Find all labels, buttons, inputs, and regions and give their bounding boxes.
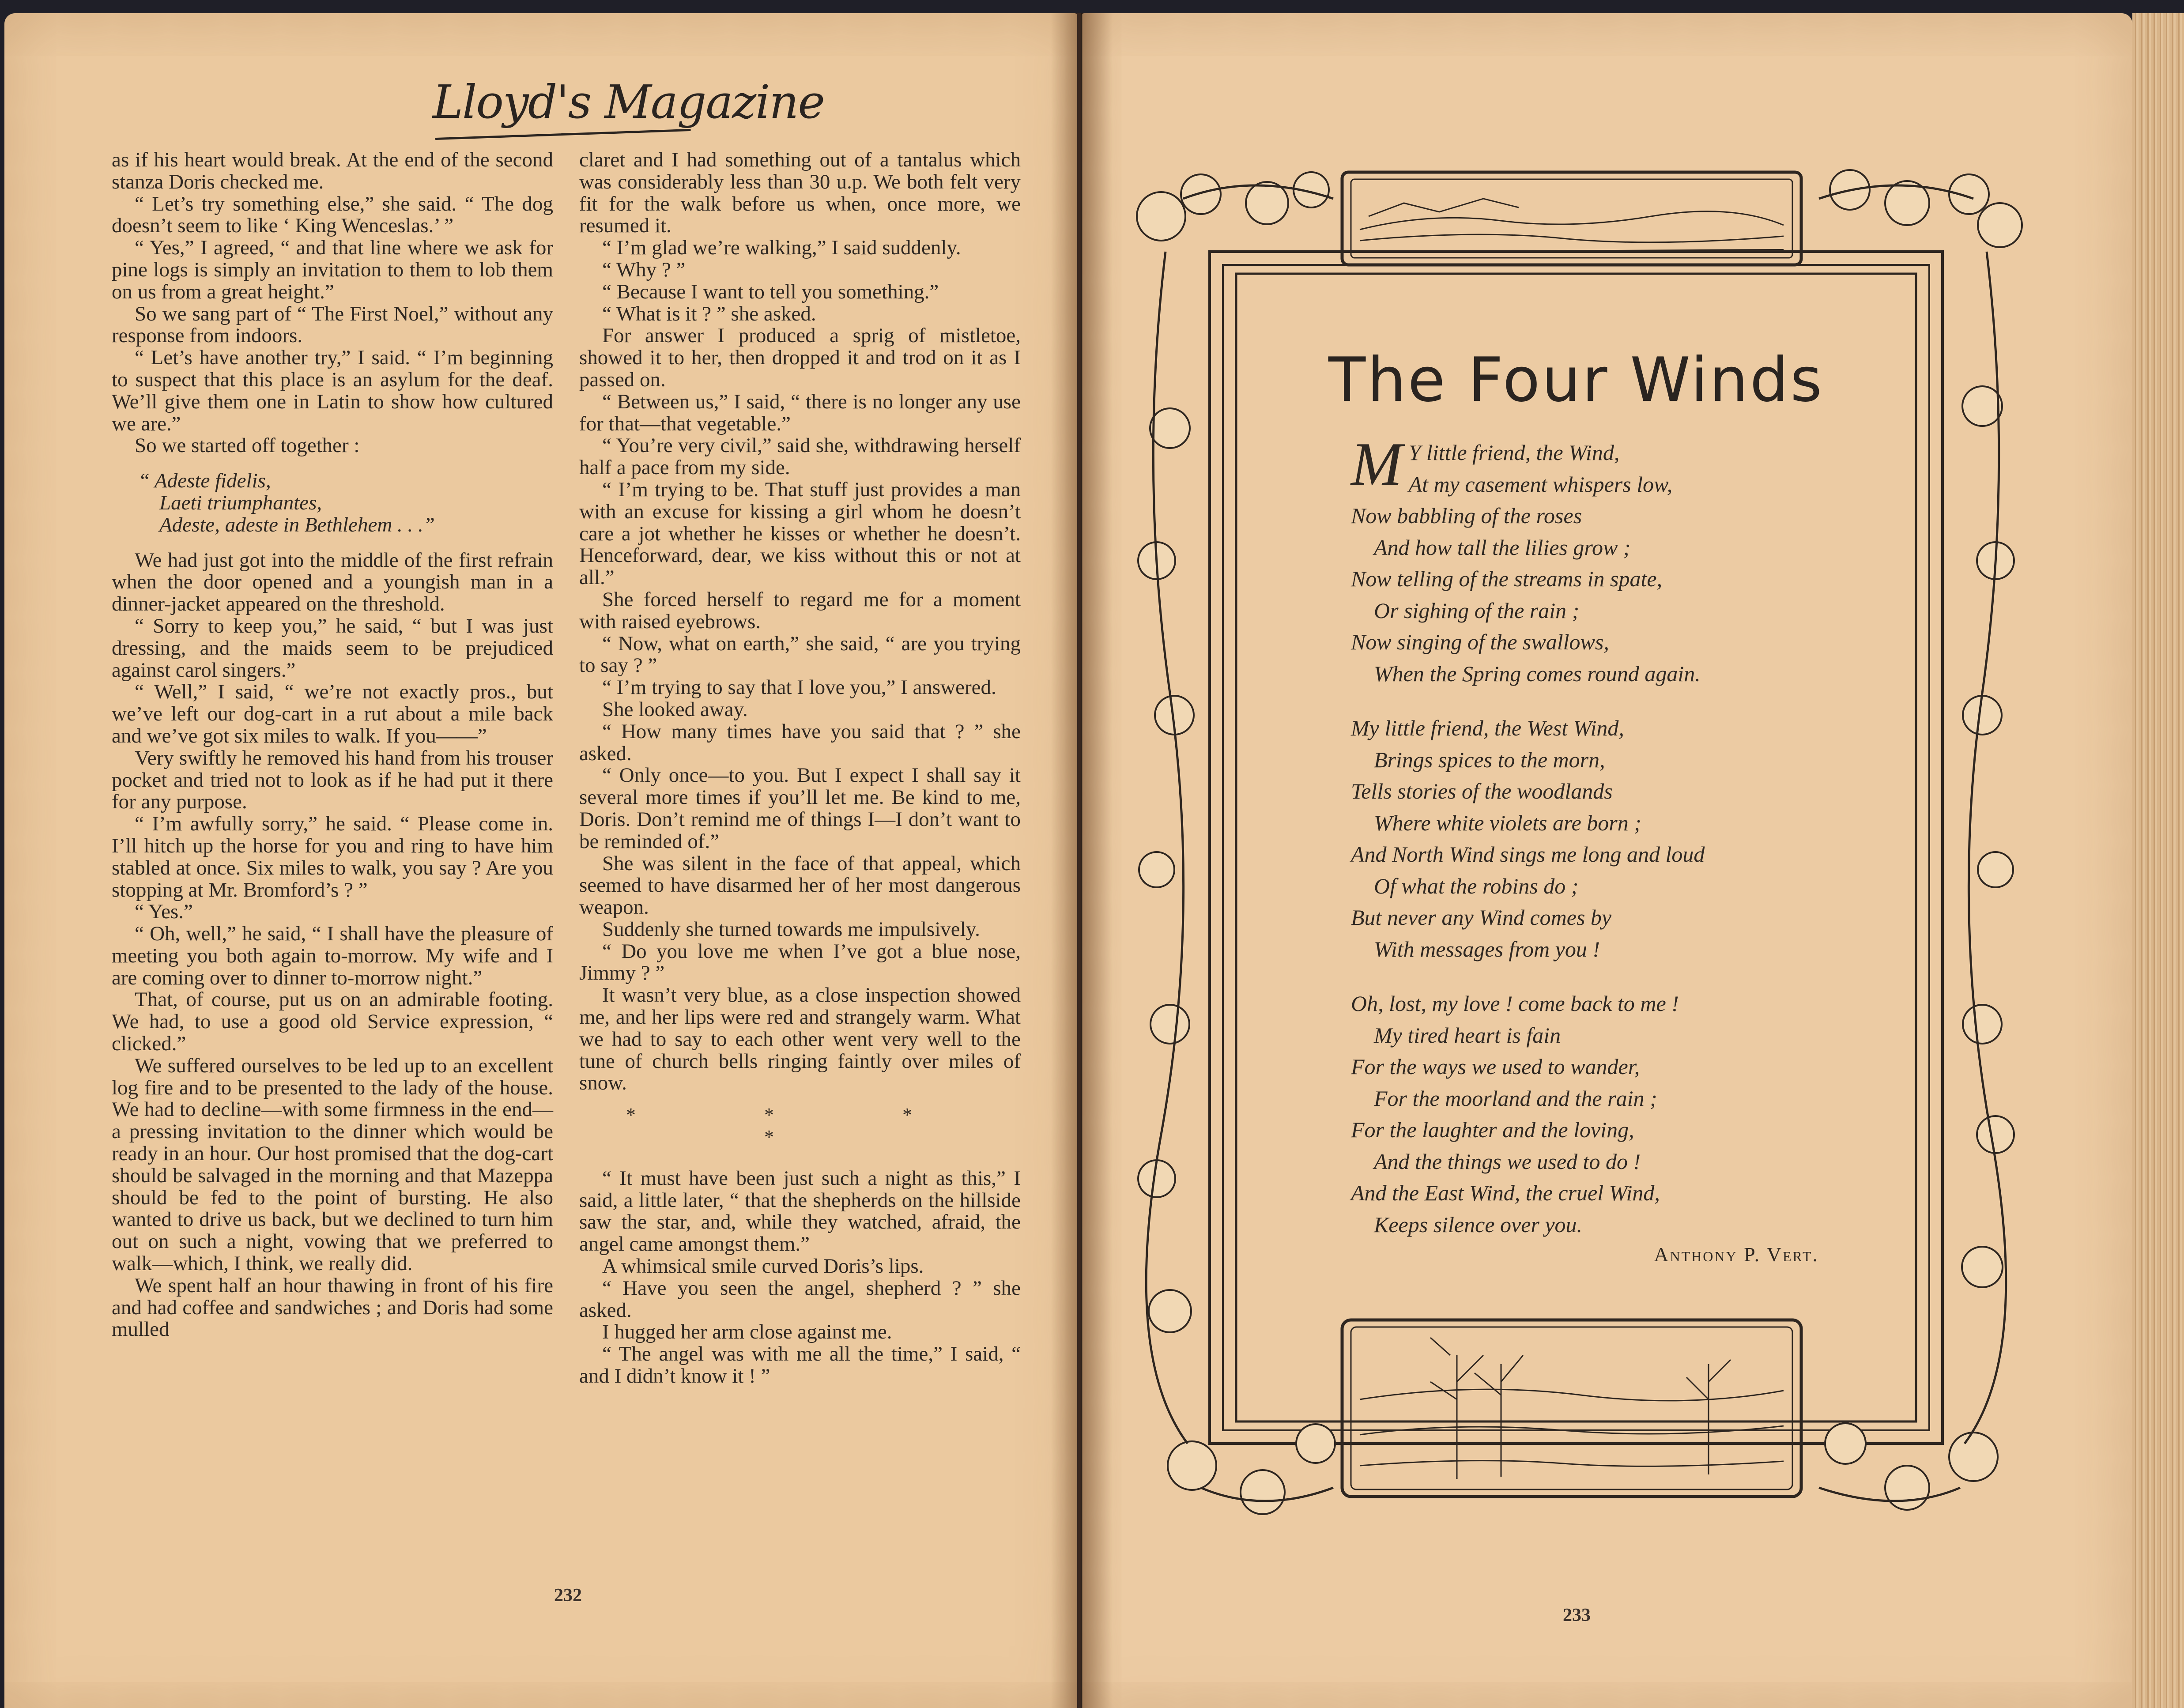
paragraph: “ Between us,” I said, “ there is no longer any use for that—that vegetable.” [579, 390, 1021, 435]
paragraph: A whimsical smile curved Doris’s lips. [602, 1255, 924, 1278]
verse-line: “ Adeste fidelis, [138, 469, 271, 493]
verse-line: Adeste, adeste in Bethlehem . . .” [159, 513, 435, 536]
paragraph: I hugged her arm close against me. [602, 1320, 892, 1344]
poem-line: Or sighing of the rain ; [1374, 598, 1580, 623]
poem-line: Brings spices to the morn, [1374, 747, 1605, 772]
poem-line: My tired heart is fain [1374, 1022, 1561, 1048]
paragraph: She forced herself to regard me for a moment with raised eyebrows. [579, 588, 1021, 633]
poem-line: Keeps silence over you. [1374, 1212, 1583, 1237]
paragraph: “ Yes.” [135, 900, 193, 924]
paragraph: “ Now, what on earth,” she said, “ are you trying to say ? ” [579, 632, 1021, 677]
paragraph: Very swiftly he removed his hand from his trouser pocket and tried not to look as if he had put it there for any purpose. [112, 746, 553, 814]
paragraph: “ Sorry to keep you,” he said, “ but I was just dressing, and the maids seem to be prejudiced against carol singers.” [112, 614, 553, 682]
paragraph: “ Oh, well,” he said, “ I shall have the pleasure of meeting you both again to-morrow. My wife and I are coming over to dinner to-morrow night.” [112, 922, 553, 989]
stanza-gap [1351, 965, 1837, 988]
paragraph: “ What is it ? ” she asked. [602, 302, 816, 325]
verse-block [138, 470, 553, 536]
poem-line: And the things we used to do ! [1374, 1149, 1641, 1174]
paragraph: “ The angel was with me all the time,” I said, “ and I didn’t know it ! ” [579, 1342, 1021, 1388]
drop-cap: M [1351, 430, 1403, 498]
paragraph: as if his heart would break. At the end of the second stanza Doris checked me. [112, 148, 553, 193]
paragraph: claret and I had something out of a tantalus which was considerably less than 30 u.p. We both felt very fit for the walk before us when, once more, we resumed it. [579, 148, 1021, 238]
poem-line: When the Spring comes round again. [1374, 661, 1701, 686]
paragraph: She was silent in the face of that appeal, which seemed to have disarmed her of her most dangerous weapon. [579, 852, 1021, 919]
page-number-right: 233 [1563, 1605, 1591, 1625]
paragraph: It wasn’t very blue, as a close inspection showed me, and her lips were red and strangely warm. What we had to say to each other went very well to the tune of church bells ringing faintly over miles of snow. [579, 984, 1021, 1095]
paragraph: “ Why ? ” [602, 258, 686, 281]
magazine-masthead: Lloyd's Magazine [433, 75, 824, 129]
paragraph: “ Do you love me when I’ve got a blue nose, Jimmy ? ” [579, 939, 1021, 985]
poem-line: With messages from you ! [1374, 936, 1600, 961]
poem-line: And how tall the lilies grow ; [1374, 535, 1631, 560]
poem-line: My little friend, the West Wind, [1351, 716, 1624, 740]
poem-line: Of what the robins do ; [1374, 873, 1579, 898]
paragraph: So we started off together : [135, 434, 360, 457]
poem-line: For the moorland and the rain ; [1374, 1086, 1657, 1111]
poem-line: Tells stories of the woodlands [1351, 779, 1613, 803]
paragraph: “ I’m glad we’re walking,” I said suddenly. [602, 236, 961, 260]
paragraph: We had just got into the middle of the first refrain when the door opened and a youngish man in a dinner-jacket appeared on the threshold. [112, 548, 553, 616]
poem-line: And the East Wind, the cruel Wind, [1351, 1180, 1660, 1205]
poem-line: Now babbling of the roses [1351, 503, 1582, 528]
paragraph: “ Well,” I said, “ we’re not exactly pros., but we’ve left our dog-cart in a rut about a mile back and we’ve got six miles to walk. If you——” [112, 680, 553, 747]
poem-line: At my casement whispers low, [1408, 471, 1673, 497]
paragraph: We spent half an hour thawing in front of his fire and had coffee and sandwiches ; and Doris had some mulled [112, 1274, 553, 1341]
poem-line: Oh, lost, my love ! come back to me ! [1351, 991, 1679, 1016]
poem-line: Now telling of the streams in spate, [1351, 566, 1663, 591]
poem-author: Anthony P. Vert. [1654, 1243, 1819, 1266]
stanza-gap [1351, 690, 1837, 713]
paragraph: “ Let’s have another try,” I said. “ I’m beginning to suspect that this place is an asylum for the deaf. We’ll give them one in Latin to show how cultured we are.” [112, 346, 553, 435]
paragraph: “ You’re very civil,” said she, withdrawing herself half a pace from my side. [579, 434, 1021, 479]
paragraph: That, of course, put us on an admirable footing. We had, to use a good old Service expression, “ clicked.” [112, 988, 553, 1056]
paragraph: She looked away. [602, 698, 748, 721]
right-column [579, 149, 1021, 1388]
page-edges [2132, 13, 2184, 1708]
paragraph: We suffered ourselves to be led up to an excellent log fire and to be presented to the lady of the house. We had to decline—with some firmness in the end—a pressing invitation to the dinner which would be ready in an hour. Our host promised that the dog-cart should be salvaged in the morning and that Mazeppa should be fed to the point of bursting. He also wanted to drive us back, but we declined to turn him out on such a night, vowing that we preferred to walk—which, I think, we really did. [112, 1054, 553, 1275]
paragraph: “ Let’s try something else,” she said. “ The dog doesn’t seem to like ‘ King Wenceslas.’ ” [112, 192, 553, 238]
paragraph: Suddenly she turned towards me impulsively. [602, 917, 980, 941]
paragraph: “ Only once—to you. But I expect I shall say it several more times if you’ll let me. Be kind to me, Doris. Don’t remind me of things I—I don’t want to be reminded of.” [579, 764, 1021, 853]
book-gutter [1051, 13, 1113, 1708]
page-number-left: 232 [554, 1585, 582, 1606]
paragraph: “ Yes,” I agreed, “ and that line where we ask for pine logs is simply an invitation to them to lob them on us from a great height.” [112, 236, 553, 303]
poem-line: And North Wind sings me long and loud [1351, 842, 1705, 867]
paragraph: “ How many times have you said that ? ” she asked. [579, 720, 1021, 765]
paragraph: “ I’m trying to say that I love you,” I answered. [602, 676, 996, 699]
left-column [112, 149, 553, 1341]
poem-body [1351, 430, 1837, 1240]
paragraph: “ It must have been just such a night as this,” I said, a little later, “ that the shepherds on the hillside saw the star, and, while they watched, afraid, the angel came amongst them.” [579, 1166, 1021, 1256]
poem-line: But never any Wind comes by [1351, 905, 1612, 930]
poem-line: For the ways we used to wander, [1351, 1054, 1640, 1079]
paragraph: “ Because I want to tell you something.” [602, 280, 939, 303]
poem-stanzas [1351, 469, 1837, 1241]
section-break-asterisms: * * * * [626, 1104, 974, 1148]
paragraph: For answer I produced a sprig of mistletoe, showed it to her, then dropped it and trod on it as I passed on. [579, 324, 1021, 391]
verse-line: Laeti triumphantes, [159, 491, 322, 514]
poem-line: Now singing of the swallows, [1351, 630, 1609, 654]
poem-line: Where white violets are born ; [1374, 810, 1641, 835]
paragraph: “ I’m trying to be. That stuff just provides a man with an excuse for kissing a girl whom he doesn’t care a jot whether he kisses or whether he doesn’t. Henceforward, dear, we kiss without this or not at all.” [579, 478, 1021, 589]
poem-line: For the laughter and the loving, [1351, 1117, 1634, 1142]
paragraph: “ I’m awfully sorry,” he said. “ Please come in. I’ll hitch up the horse for you and ring to have him stabled at once. Six miles to walk, you say ? Are you stopping at Mr. Bromford’s ? ” [112, 812, 553, 901]
poem-line: Y little friend, the Wind, [1408, 440, 1620, 465]
poem-title: The Four Winds [1328, 344, 1824, 415]
paragraph: So we sang part of “ The First Noel,” without any response from indoors. [112, 302, 553, 347]
paragraph: “ Have you seen the angel, shepherd ? ” she asked. [579, 1276, 1021, 1322]
